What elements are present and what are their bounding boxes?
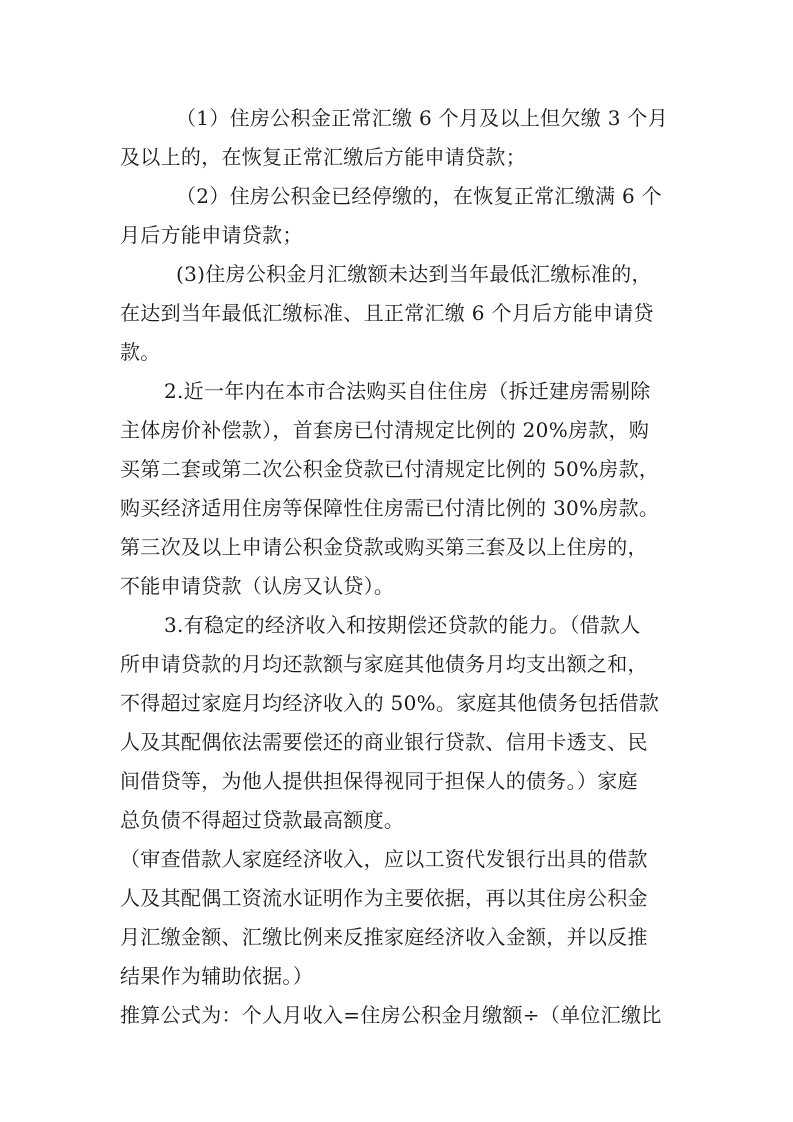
- text-line: 款。: [120, 340, 161, 364]
- text-line: 买第二套或第二次公积金贷款已付清规定比例的 50%房款，: [120, 457, 660, 481]
- text-line: 主体房价补偿款），首套房已付清规定比例的 20%房款，购: [120, 418, 650, 442]
- text-line: 所申请贷款的月均还款额与家庭其他债务月均支出额之和，: [120, 652, 648, 676]
- text-line: 月汇缴金额、汇缴比例来反推家庭经济收入金额，并以反推: [120, 925, 648, 949]
- text-line: 在达到当年最低汇缴标准、且正常汇缴 6 个月后方能申请贷: [120, 301, 654, 325]
- text-line: (3)住房公积金月汇缴额未达到当年最低汇缴标准的，: [176, 262, 652, 286]
- text-line: 人及其配偶依法需要偿还的商业银行贷款、信用卡透支、民: [120, 730, 648, 754]
- text-line: （1）住房公积金正常汇缴 6 个月及以上但欠缴 3 个月: [176, 106, 669, 130]
- text-line: （审查借款人家庭经济收入，应以工资代发银行出具的借款: [120, 847, 648, 871]
- text-line: 结果作为辅助依据。）: [120, 964, 313, 988]
- text-line: （2）住房公积金已经停缴的，在恢复正常汇缴满 6 个: [176, 184, 662, 208]
- text-line: 人及其配偶工资流水证明作为主要依据，再以其住房公积金: [120, 886, 648, 910]
- text-line: 月后方能申请贷款；: [120, 223, 303, 247]
- text-line: 第三次及以上申请公积金贷款或购买第三套及以上住房的，: [120, 535, 648, 559]
- text-line: 不得超过家庭月均经济收入的 50%。家庭其他债务包括借款: [120, 691, 660, 715]
- text-line: 间借贷等，为他人提供担保得视同于担保人的债务。）家庭: [120, 769, 638, 793]
- text-line: 购买经济适用住房等保障性住房需已付清比例的 30%房款。: [120, 496, 660, 520]
- text-line: 及以上的，在恢复正常汇缴后方能申请贷款；: [120, 145, 526, 169]
- text-line: 推算公式为：个人月收入=住房公积金月缴额÷（单位汇缴比: [120, 1003, 662, 1027]
- text-line: 2.近一年内在本市合法购买自住住房（拆迁建房需剔除: [164, 379, 651, 403]
- text-line: 总负债不得超过贷款最高额度。: [120, 808, 405, 832]
- text-line: 3.有稳定的经济收入和按期偿还贷款的能力。（借款人: [164, 613, 641, 637]
- text-line: 不能申请贷款（认房又认贷）。: [120, 574, 395, 598]
